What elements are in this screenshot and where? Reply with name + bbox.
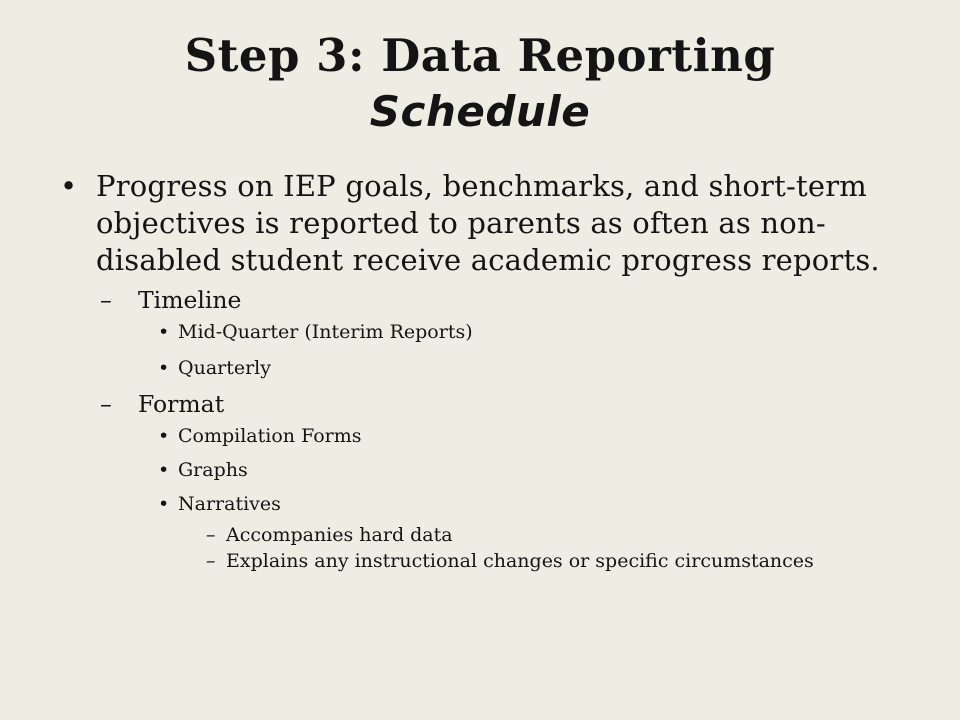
format-item — [56, 491, 906, 517]
timeline-label: Timeline — [138, 286, 242, 314]
format-item — [56, 457, 906, 483]
dash-icon: – — [206, 550, 216, 572]
bullet-icon: • — [158, 425, 170, 447]
dash-icon: – — [206, 524, 216, 546]
timeline-item-text: Mid-Quarter (Interim Reports) — [178, 321, 473, 343]
narrative-detail-text: Accompanies hard data — [226, 524, 453, 546]
timeline-item — [56, 355, 906, 381]
format-item-text: Graphs — [178, 459, 248, 481]
timeline-item — [56, 319, 906, 345]
main-point-text: Progress on IEP goals, benchmarks, and short-term objectives is reported to parents as often as non-disabled student receive academic progress reports. — [96, 169, 880, 277]
format-item — [56, 423, 906, 449]
dash-icon: – — [100, 286, 112, 314]
dash-icon: – — [100, 390, 112, 418]
timeline-heading — [56, 285, 906, 315]
main-point — [56, 168, 906, 279]
bullet-icon: • — [158, 459, 170, 481]
bullet-icon: • — [60, 169, 78, 203]
narrative-detail — [56, 525, 906, 546]
bullet-icon: • — [158, 357, 170, 379]
bullet-icon: • — [158, 321, 170, 343]
narrative-detail-text: Explains any instructional changes or specific circumstances — [226, 550, 814, 572]
slide-content — [56, 168, 906, 572]
format-label: Format — [138, 390, 225, 418]
format-item-text: Compilation Forms — [178, 425, 362, 447]
slide-title-line2: Schedule — [369, 87, 591, 136]
narrative-detail — [56, 551, 906, 572]
slide-title — [0, 28, 960, 140]
format-item-text: Narratives — [178, 493, 281, 515]
format-heading — [56, 389, 906, 419]
timeline-item-text: Quarterly — [178, 357, 271, 379]
slide-title-line1: Step 3: Data Reporting — [184, 29, 776, 82]
bullet-icon: • — [158, 493, 170, 515]
